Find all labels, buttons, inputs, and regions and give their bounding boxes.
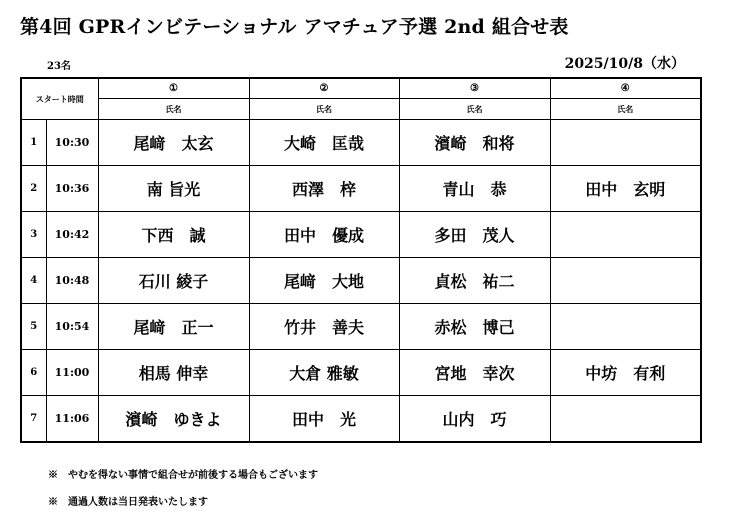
start-time: 10:36 xyxy=(46,166,98,212)
player-cell: 宮地 幸次 xyxy=(399,350,550,396)
event-date: 2025/10/8（水） xyxy=(564,56,685,72)
player-cell: 石川 綾子 xyxy=(98,258,249,304)
group-number: 3 xyxy=(21,212,46,258)
group-number: 4 xyxy=(21,258,46,304)
player-cell: 竹井 善夫 xyxy=(249,304,399,350)
player-cell: 大崎 匡哉 xyxy=(249,120,399,166)
player-cell: 尾﨑 大地 xyxy=(249,258,399,304)
name-header: 氏名 xyxy=(98,99,249,120)
table-row xyxy=(21,350,701,396)
start-time: 11:00 xyxy=(46,350,98,396)
start-time: 10:30 xyxy=(46,120,98,166)
player-cell: 多田 茂人 xyxy=(399,212,550,258)
player-cell: 青山 恭 xyxy=(399,166,550,212)
group-number: 1 xyxy=(21,120,46,166)
player-cell xyxy=(550,396,701,443)
player-cell: 相馬 伸幸 xyxy=(98,350,249,396)
player-cell: 南 旨光 xyxy=(98,166,249,212)
table-row xyxy=(21,120,701,166)
group-number: 7 xyxy=(21,396,46,443)
player-cell xyxy=(550,258,701,304)
table-row xyxy=(21,304,701,350)
player-cell: 濱崎 ゆきよ xyxy=(98,396,249,443)
player-cell: 田中 玄明 xyxy=(550,166,701,212)
table-row xyxy=(21,258,701,304)
name-header: 氏名 xyxy=(249,99,399,120)
player-cell xyxy=(550,304,701,350)
player-cell: 大倉 雅敏 xyxy=(249,350,399,396)
player-cell: 山内 巧 xyxy=(399,396,550,443)
start-time-header: スタート時間 xyxy=(21,78,98,120)
position-header-3: ③ xyxy=(399,78,550,99)
position-header-1: ① xyxy=(98,78,249,99)
player-cell: 田中 光 xyxy=(249,396,399,443)
player-cell: 尾﨑 太玄 xyxy=(98,120,249,166)
note-order-change: ※ やむを得ない事情で組合せが前後する場合もございます xyxy=(48,470,318,481)
player-cell xyxy=(550,212,701,258)
position-header-2: ② xyxy=(249,78,399,99)
player-cell xyxy=(550,120,701,166)
group-number: 6 xyxy=(21,350,46,396)
header-row-names xyxy=(21,99,701,120)
pairings-table xyxy=(20,77,702,443)
header-row-positions xyxy=(21,78,701,99)
start-time: 10:42 xyxy=(46,212,98,258)
note-qualifiers: ※ 通過人数は当日発表いたします xyxy=(48,497,208,508)
position-header-4: ④ xyxy=(550,78,701,99)
start-time: 10:54 xyxy=(46,304,98,350)
player-cell: 田中 優成 xyxy=(249,212,399,258)
group-number: 2 xyxy=(21,166,46,212)
participant-count: 23名 xyxy=(47,61,71,72)
player-cell: 貞松 祐二 xyxy=(399,258,550,304)
player-cell: 尾﨑 正一 xyxy=(98,304,249,350)
name-header: 氏名 xyxy=(550,99,701,120)
page-title: 第4回 GPRインビテーショナル アマチュア予選 2nd 組合せ表 xyxy=(20,16,569,38)
start-time: 10:48 xyxy=(46,258,98,304)
start-time: 11:06 xyxy=(46,396,98,443)
player-cell: 赤松 博己 xyxy=(399,304,550,350)
table-row xyxy=(21,212,701,258)
player-cell: 西澤 梓 xyxy=(249,166,399,212)
player-cell: 下西 誠 xyxy=(98,212,249,258)
table-row xyxy=(21,166,701,212)
name-header: 氏名 xyxy=(399,99,550,120)
group-number: 5 xyxy=(21,304,46,350)
player-cell: 濱崎 和将 xyxy=(399,120,550,166)
player-cell: 中坊 有利 xyxy=(550,350,701,396)
table-row xyxy=(21,396,701,443)
